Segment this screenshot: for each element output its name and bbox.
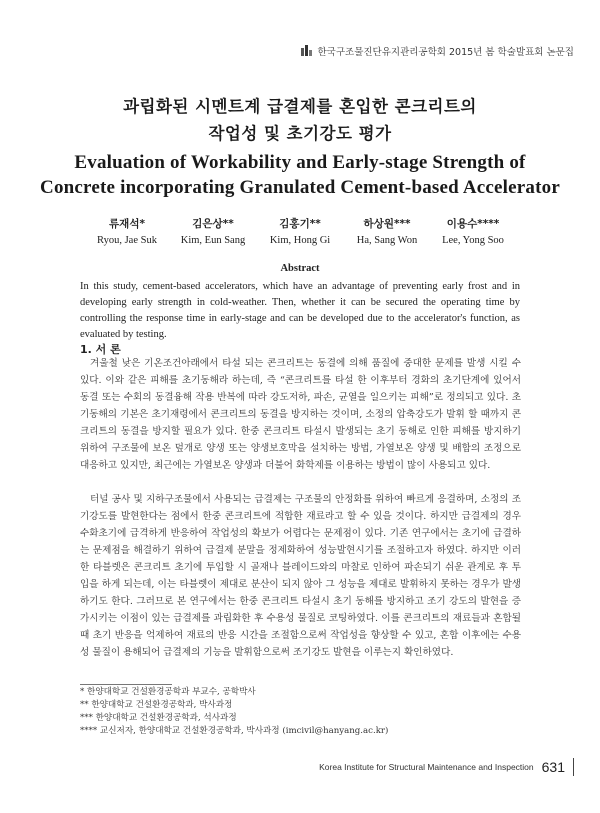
journal-header	[301, 44, 574, 58]
page-number: 631	[541, 759, 565, 775]
abstract-text: In this study, cement-based accelerators, which have an advantage of preventing early frost and in developing early strength in cold-weather. Then, whether it can be secured the operating time by controlling the response time in early-stage and can be developed due to the accelerator's function, as evaluated by testing.	[80, 281, 520, 340]
journal-name: 한국구조물진단유지관리공학회 2015년 봄 학술발표회 논문집	[317, 47, 574, 58]
section-heading-introduction: 1. 서 론	[80, 343, 121, 356]
author-name-english: Lee, Yong Soo	[442, 235, 504, 246]
footnote-4: **** 교신저자, 한양대학교 건설환경공학과, 박사과정 (imcivil@hanyang.ac.kr)	[80, 726, 389, 736]
author-name-korean: 하상원***	[363, 218, 411, 230]
footer-divider	[573, 758, 574, 776]
introduction-paragraph-2: 터널 공사 및 지하구조물에서 사용되는 급결제는 구조물의 안정화를 위하여 빠르게 응결하며, 소정의 조기강도를 발현한다는 점에서 한중 콘크리트에 적합한 재료라고 할 수 있을 것이다. 하지만 급결제의 경우 수화초기에 급격하게 반응하여 작업성의 확보가 어렵다는 문제점이 있다. 기존 연구에서는 초기에 급결하는 문제점을 해결하기 위하여 급결제 분말을 정제화하여 성능발현시기를 조절하고자 하였다. 하지만 이러한 타블렛은 콘크리트 초기에 투입할 시 골재나 블레이드와의 마찰로 인하여 파손되기 쉬운 관계로 후 투입을 하게 되는데, 이는 타블렛이 제대로 분산이 되지 않아 그 성능을 제대로 발휘하지 못하는 경우가 발생하기도 한다. 그러므로 본 연구에서는 한중 콘크리트 타설시 초기 동해를 방지하고 조기 강도의 발현을 증가시키는 이점이 있는 급결제를 과립화한 후 수용성 물질로 코팅하였다. 이를 콘크리트의 재료들과 혼합될 때 초기 반응을 억제하여 재료의 반응 시간을 조절함으로써 작업성을 향상할 수 있고, 혼합 이후에는 수용성 물질이 용해되어 급결제의 기능을 발휘함으로써 조기강도 발현을 이루는지 확인하였다.	[80, 494, 521, 658]
author-name-english: Ryou, Jae Suk	[97, 235, 157, 246]
author-5	[418, 216, 528, 246]
introduction-paragraph-1: 겨울철 낮은 기온조건아래에서 타설 되는 콘크리트는 동결에 의해 품질에 중대한 문제를 발생 시킬 수 있다. 이와 같은 피해를 초기동해라 하는데, 즉 “콘크리트를 타설 한 이후부터 경화의 초기단계에 있어서 동결 또는 수회의 동결융해 작용 반복에 따라 강도저하, 파손, 균열을 일으키는 피해”로 정의되고 있다. 초기동해의 기본은 초기재령에서 콘크리트의 동결을 방지하는 것이며, 소정의 압축강도가 발휘 할 때까지 콘크리트의 동결을 방지할 필요가 있다. 한중 콘크리트 타설시 발생되는 초기 동해로 인한 피해를 방지하기 위하여 구조물에 보온 덮개로 양생 또는 양생보호막을 설치하는 방법, 가열보온 양생 및 배합의 조정으로 대응하고 있지만, 최근에는 가열보온 양생과 더불어 화학제를 이용하는 방법이 많이 사용되고 있다.	[80, 358, 521, 471]
page-footer	[319, 758, 574, 776]
journal-logo-icon	[301, 45, 313, 57]
author-name-korean: 이용수****	[446, 218, 500, 230]
title-english-line2: Concrete incorporating Granulated Cement-based Accelerator	[40, 177, 560, 198]
title-korean-line1: 과립화된 시멘트계 급결제를 혼입한 콘크리트의	[123, 97, 477, 116]
footnote-2: ** 한양대학교 건설환경공학과, 박사과정	[80, 700, 233, 710]
author-name-korean: 김홍기**	[279, 218, 321, 230]
abstract-heading: Abstract	[280, 263, 320, 274]
footnote-divider	[80, 684, 172, 685]
footer-organization: Korea Institute for Structural Maintenance and Inspection	[319, 762, 534, 772]
footnote-3: *** 한양대학교 건설환경공학과, 석사과정	[80, 713, 237, 723]
author-name-english: Ha, Sang Won	[356, 235, 418, 246]
author-name-english: Kim, Eun Sang	[180, 235, 246, 246]
author-name-korean: 김은상**	[192, 218, 234, 230]
title-korean-line2: 작업성 및 초기강도 평가	[208, 124, 392, 143]
author-name-english: Kim, Hong Gi	[269, 235, 331, 246]
title-english-line1: Evaluation of Workability and Early-stage Strength of	[74, 152, 526, 173]
footnote-1: * 한양대학교 건설환경공학과 부교수, 공학박사	[80, 687, 256, 697]
author-name-korean: 류재석*	[109, 218, 145, 230]
